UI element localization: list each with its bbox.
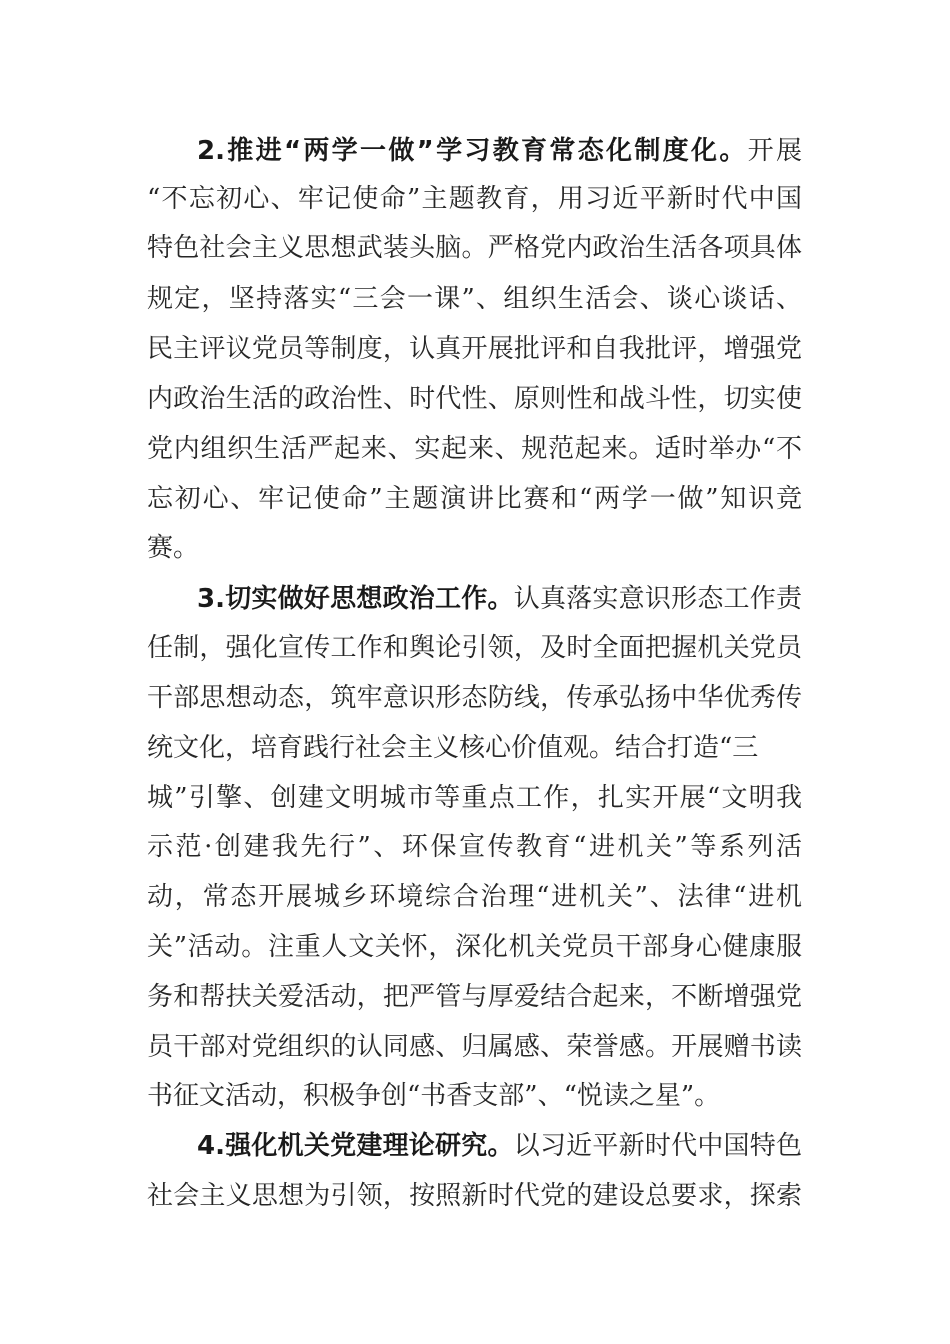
paragraph-3-line-7: 动，常态开展城乡环境综合治理“进机关”、法律“进机 [147, 882, 802, 912]
paragraph-4-text: 以习近平新时代中国特色 [513, 1131, 802, 1161]
paragraph-2-line-1 [197, 132, 802, 170]
paragraph-3-text: 认真落实意识形态工作责 [513, 584, 802, 614]
paragraph-3-line-3: 干部思想动态，筑牢意识形态防线，传承弘扬中华优秀传 [147, 683, 802, 713]
paragraph-2-line-2: “不忘初心、牢记使命”主题教育，用习近平新时代中国 [147, 184, 802, 214]
paragraph-2-line-7: 党内组织生活严起来、实起来、规范起来。适时举办“不 [147, 434, 802, 464]
paragraph-3-line-4: 统文化，培育践行社会主义核心价值观。结合打造“三 [147, 733, 759, 763]
paragraph-4-line-1 [197, 1127, 802, 1165]
paragraph-3-line-1 [197, 580, 802, 618]
paragraph-3-line-5: 城”引擎、创建文明城市等重点工作，扎实开展“文明我 [147, 783, 802, 813]
paragraph-2-heading: 2.推进“两学一做”学习教育常态化制度化。 [197, 136, 748, 166]
paragraph-4-heading: 4.强化机关党建理论研究。 [197, 1131, 514, 1161]
paragraph-2-line-3: 特色社会主义思想武装头脑。严格党内政治生活各项具体 [147, 233, 802, 263]
paragraph-3-heading: 3.切实做好思想政治工作。 [197, 584, 514, 614]
paragraph-2-text: 开展 [747, 136, 802, 166]
paragraph-2-line-6: 内政治生活的政治性、时代性、原则性和战斗性，切实使 [147, 384, 802, 414]
paragraph-3-line-2: 任制，强化宣传工作和舆论引领，及时全面把握机关党员 [147, 633, 802, 663]
paragraph-2-line-5: 民主评议党员等制度，认真开展批评和自我批评，增强党 [147, 334, 802, 364]
paragraph-2-line-8: 忘初心、牢记使命”主题演讲比赛和“两学一做”知识竞 [147, 484, 802, 514]
paragraph-2-line-9: 赛。 [147, 533, 200, 563]
paragraph-3-line-9: 务和帮扶关爱活动，把严管与厚爱结合起来，不断增强党 [147, 982, 802, 1012]
paragraph-3-line-6: 示范·创建我先行”、环保宣传教育“进机关”等系列活 [147, 832, 802, 862]
paragraph-3-line-10: 员干部对党组织的认同感、归属感、荣誉感。开展赠书读 [147, 1032, 802, 1062]
paragraph-2-line-4: 规定，坚持落实“三会一课”、组织生活会、谈心谈话、 [147, 284, 802, 314]
paragraph-4-line-2: 社会主义思想为引领，按照新时代党的建设总要求，探索 [147, 1181, 802, 1211]
paragraph-3-line-11: 书征文活动，积极争创“书香支部”、“悦读之星”。 [147, 1081, 721, 1111]
paragraph-3-line-8: 关”活动。注重人文关怀，深化机关党员干部身心健康服 [147, 932, 802, 962]
